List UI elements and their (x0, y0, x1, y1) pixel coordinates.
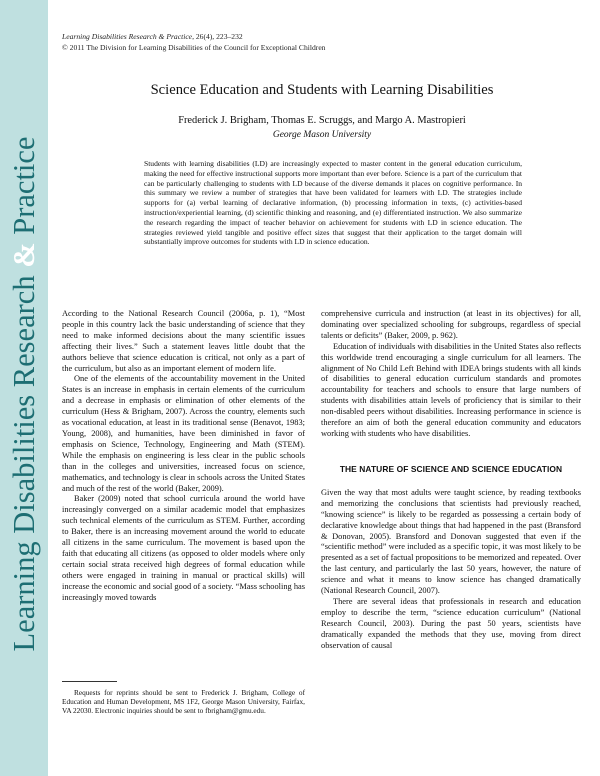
body-paragraph: Given the way that most adults were taught science, by reading textbooks and memorizing the conclusions that scientists had previously reached, “knowing science” is likely to be regarded as possessing a certain body of declarative knowledge about things that had happened in the past (Bransford & Donovan, 2005). Bransford and Donovan suggested that even if the “scientific method” were included as a specific topic, it was most likely to be presented as a set of factual propositions to be memorized and repeated. Over the last century, and particularly the last 50 years, however, the nature of science and what it means to know science has changed dramatically (National Research Council, 2007). (321, 487, 581, 596)
page-header (62, 31, 325, 53)
section-heading: THE NATURE OF SCIENCE AND SCIENCE EDUCATION (339, 463, 563, 474)
citation-volume-pages: , 26(4), 223–232 (192, 32, 243, 41)
citation-line (62, 31, 325, 42)
body-paragraph: According to the National Research Council (2006a, p. 1), “Most people in this country lack the basic understanding of science that they need to make informed decisions about the many scientific issues affecting their lives.” Such a statement leaves little doubt that the authors believe that science education is critical, not only as a part of the curriculum, but also as an important element of modern life. (62, 309, 305, 373)
sidebar-ampersand: & (6, 242, 41, 268)
reprint-footnote: Requests for reprints should be sent to Frederick J. Brigham, College of Education and Human Development, MS 1F2, George Mason University, Fairfax, VA 22030. Electronic inquiries should be sent to fbrigham@gmu.edu. (62, 688, 305, 716)
body-paragraph: There are several ideas that professionals in research and education employ to describe the term, “science education curriculum” (National Research Council, 2003). During the past 50 years, scientists have dramatically expanded the methods that they use, moving from direct observation of causal (321, 596, 581, 650)
article-abstract: Students with learning disabilities (LD) are increasingly expected to master content in the general education curriculum, making the need for effective instructional supports more important than ever before. Science is a part of the curriculum that can be particularly challenging to students with LD because of the diverse demands it places on cognitive performance. In this summary we review a number of strategies that have been validated for learners with LD. The strategies include supports for (a) verbal learning of declarative information, (b) processing information in texts, (c) activities-based instruction/experiential learning, (d) scientific thinking and reasoning, and (e) differentiated instruction. We also summarize the research regarding the impact of teacher behavior on achievement for students with LD in science education. The strategies reviewed yield tangible and positive effect sizes that suggest that their application to the target domain will substantially improve outcomes for students with LD in science education. (144, 159, 522, 247)
body-column-right (321, 309, 581, 651)
citation-journal: Learning Disabilities Research & Practice (62, 32, 193, 41)
journal-sidebar-band (0, 0, 48, 776)
body-column-left (62, 309, 305, 603)
body-paragraph: One of the elements of the accountability movement in the United States is an increase in emphasis in certain elements of the curriculum and a decrease in emphasis or elimination of other elements of the curriculum (Hess & Brigham, 2007). Across the country, elements such as vocational education, at least in its traditional sense (Benavot, 1983; Young, 2008), and humanities, have been diminished in favor of emphasis on Science, Technology, Engineering and Math (STEM). While the emphasis on engineering is less clear in the public schools than in the colleges and universities, increased focus on science, mathematics, and technology is clear in schools across the United States and much of the rest of the world (Baker, 2009). (62, 374, 305, 493)
copyright-line: © 2011 The Division for Learning Disabilities of the Council for Exceptional Children (62, 43, 326, 52)
sidebar-title-part2: Practice (6, 136, 41, 243)
footnote-divider (62, 681, 117, 682)
body-paragraph: Education of individuals with disabilities in the United States also reflects this worldwide trend encouraging a single curriculum for all learners. The alignment of No Child Left Behind with IDEA brings students with all kinds of disabilities to general education curriculum standards and promotes accountability for teachers and schools to ensure that large numbers of students with disabilities attain levels of proficiency that is similar to their non-disabled peers without disabilities. Increasing performance in science is therefore an aim of both the general education community and educators working with students who have disabilities. (321, 341, 581, 438)
body-paragraph: comprehensive curricula and instruction (at least in its objectives) for all, dominating over specialized schooling for subgroups, regardless of special talents or deficits” (Baker, 2009, p. 962). (321, 309, 581, 340)
body-paragraph: Baker (2009) noted that school curricula around the world have increasingly converged on a similar academic model that emphasizes such technical elements of the curriculum as STEM. Further, according to Baker, there is an increasing movement around the world to educate all citizens in the same curriculum. The movement is based upon the faith that educating all citizens (as opposed to older models where only certain social strata received high degrees of formal education while others were engaged in training in manual or practical skills) will increase the economic and social good of a society. “Mass schooling has increasingly moved towards (62, 494, 305, 602)
sidebar-title-part1: Learning Disabilities Research (6, 267, 41, 652)
journal-sidebar-title (6, 136, 41, 652)
article-authors: Frederick J. Brigham, Thomas E. Scruggs, and Margo A. Mastropieri (178, 115, 466, 126)
author-affiliation: George Mason University (272, 130, 372, 140)
article-title: Science Education and Students with Learning Disabilities (150, 82, 494, 98)
